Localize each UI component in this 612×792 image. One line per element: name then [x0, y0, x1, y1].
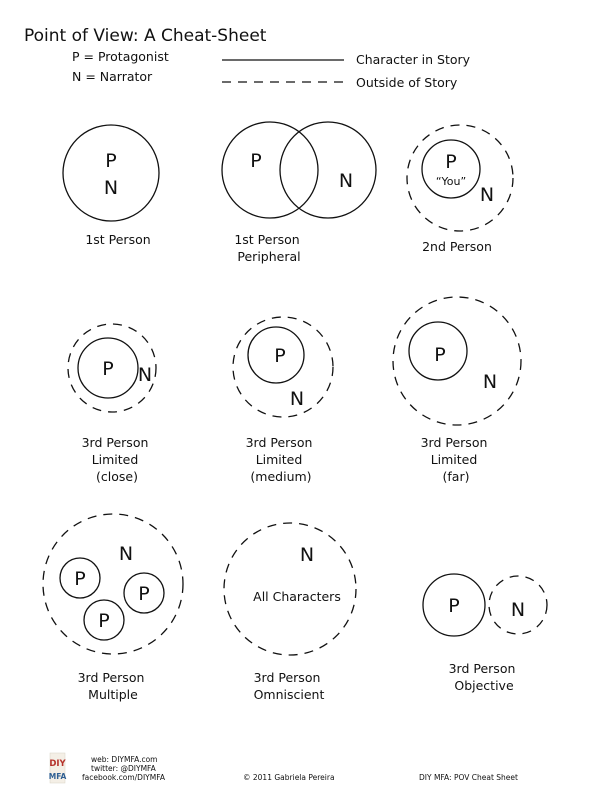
peripheral-narrator-circle — [280, 122, 376, 218]
limited-close-n: N — [137, 364, 153, 386]
logo-bottom-text: MFA — [48, 772, 67, 781]
limited-medium-caption: 3rd Person Limited (medium) — [245, 435, 313, 484]
footer-copyright: © 2011 Gabriela Pereira — [243, 773, 335, 782]
peripheral-n: N — [338, 170, 354, 192]
first-person-p: P — [105, 150, 117, 172]
logo-top-text: DIY — [49, 759, 66, 769]
key-protagonist: P = Protagonist — [72, 49, 169, 64]
limited-medium-n: N — [289, 388, 305, 410]
multiple-p-2: P — [138, 583, 150, 605]
omniscient-caption: 3rd Person Omniscient — [253, 670, 325, 702]
footer-twitter: twitter: @DIYMFA — [91, 764, 156, 773]
objective-caption: 3rd Person Objective — [448, 661, 516, 693]
limited-far-outer-circle — [393, 297, 521, 425]
second-person-p: P — [445, 151, 457, 173]
footer-facebook: facebook.com/DIYMFA — [82, 773, 165, 782]
objective-p: P — [448, 595, 460, 617]
first-person-circle — [63, 125, 159, 221]
peripheral-p: P — [250, 150, 262, 172]
omniscient-all-characters: All Characters — [253, 589, 341, 604]
peripheral-protagonist-circle — [222, 122, 318, 218]
limited-far-caption: 3rd Person Limited (far) — [420, 435, 488, 484]
limited-medium-p: P — [274, 345, 286, 367]
peripheral-caption: 1st Person Peripheral — [234, 232, 301, 264]
omniscient-n: N — [299, 544, 315, 566]
footer-web: web: DIYMFA.com — [91, 755, 158, 764]
limited-close-p: P — [102, 358, 114, 380]
footer-sheet-name: DIY MFA: POV Cheat Sheet — [419, 773, 518, 782]
limited-medium-outer-circle — [233, 317, 333, 417]
multiple-n: N — [118, 543, 134, 565]
first-person-caption: 1st Person — [85, 232, 151, 247]
multiple-p-3: P — [98, 610, 110, 632]
multiple-caption: 3rd Person Multiple — [77, 670, 145, 702]
limited-far-n: N — [482, 371, 498, 393]
objective-n: N — [510, 599, 526, 621]
legend-solid-label: Character in Story — [356, 52, 471, 67]
multiple-p-1: P — [74, 568, 86, 590]
limited-close-caption: 3rd Person Limited (close) — [81, 435, 149, 484]
second-person-you-label: “You” — [435, 175, 467, 188]
page-title: Point of View: A Cheat-Sheet — [24, 26, 267, 46]
limited-far-p: P — [434, 344, 446, 366]
diymfa-logo — [49, 753, 67, 783]
second-person-caption: 2nd Person — [422, 239, 492, 254]
legend-dashed-label: Outside of Story — [356, 75, 458, 90]
second-person-n: N — [479, 184, 495, 206]
key-narrator: N = Narrator — [72, 69, 153, 84]
first-person-n: N — [103, 177, 119, 199]
